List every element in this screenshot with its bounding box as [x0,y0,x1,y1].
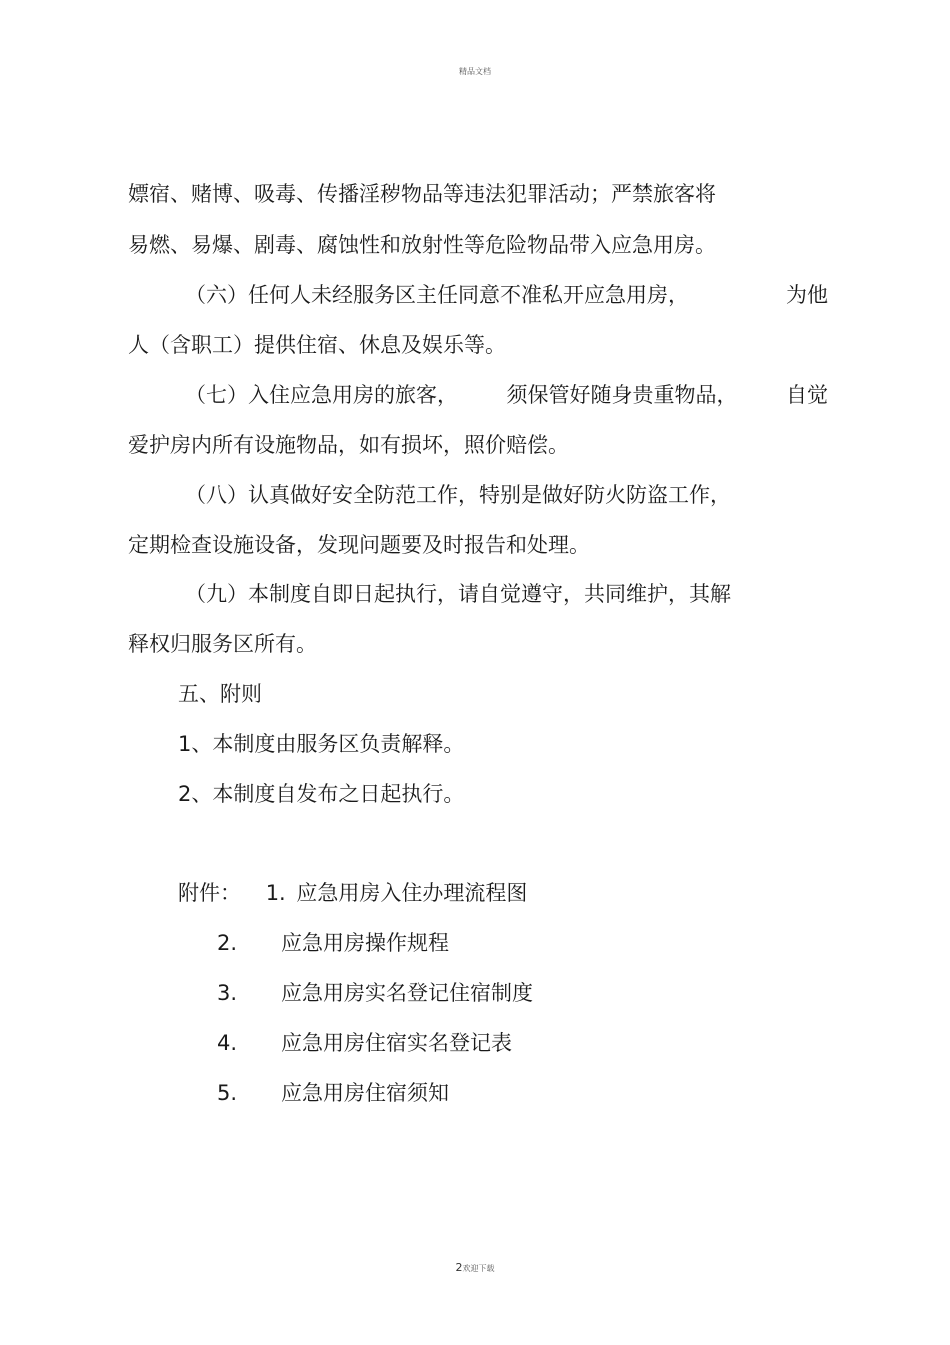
paragraph-line-2: 易燃、易爆、剧毒、腐蚀性和放射性等危险物品带入应急用房。 [128,233,716,257]
attachment-title-2: 应急用房操作规程 [281,931,449,955]
clause-7-text-c: 自觉 [786,383,828,407]
appendix-item-1: 1、本制度由服务区负责解释。 [178,732,465,756]
clause-7-text-a: （七）入住应急用房的旅客， [185,383,458,407]
clause-6-line-1 [128,282,828,308]
page-header: 精品文档 [459,67,491,76]
paragraph-line-1: 嫖宿、赌博、吸毒、传播淫秽物品等违法犯罪活动；严禁旅客将 [128,182,716,206]
attachment-number-2: 2. [217,931,238,955]
clause-9-line-1: （九）本制度自即日起执行，请自觉遵守，共同维护，其解 [185,582,731,606]
page-number: 2 [455,1261,463,1274]
footer-text: 欢迎下载 [462,1264,495,1273]
clause-7-text-b: 须保管好随身贵重物品， [506,383,738,407]
clause-6-tail: 为他 [786,283,828,307]
section-heading-appendix: 五、附则 [178,682,262,706]
clause-9-line-2: 释权归服务区所有。 [128,632,317,656]
attachments-label: 附件： [178,881,241,905]
attachment-number-3: 3. [217,981,238,1005]
attachment-number-4: 4. [217,1031,238,1055]
page-footer [0,1261,950,1274]
attachment-title-5: 应急用房住宿须知 [281,1081,449,1105]
clause-8-line-2: 定期检查设施设备，发现问题要及时报告和处理。 [128,533,590,557]
clause-7-line-1 [128,382,828,408]
attachments-first-line [178,880,527,906]
clause-8-line-1: （八）认真做好安全防范工作，特别是做好防火防盗工作， [185,483,731,507]
attachment-number-5: 5. [217,1081,238,1105]
clause-6-text: （六）任何人未经服务区主任同意不准私开应急用房， [185,283,689,307]
attachment-title-1: 应急用房入住办理流程图 [296,881,528,905]
attachment-number-1: 1. [265,881,286,905]
clause-7-line-2: 爱护房内所有设施物品，如有损坏，照价赔偿。 [128,433,569,457]
attachment-title-4: 应急用房住宿实名登记表 [281,1031,512,1055]
appendix-item-2: 2、本制度自发布之日起执行。 [178,782,465,806]
clause-6-line-2: 人（含职工）提供住宿、休息及娱乐等。 [128,333,506,357]
attachment-title-3: 应急用房实名登记住宿制度 [281,981,533,1005]
